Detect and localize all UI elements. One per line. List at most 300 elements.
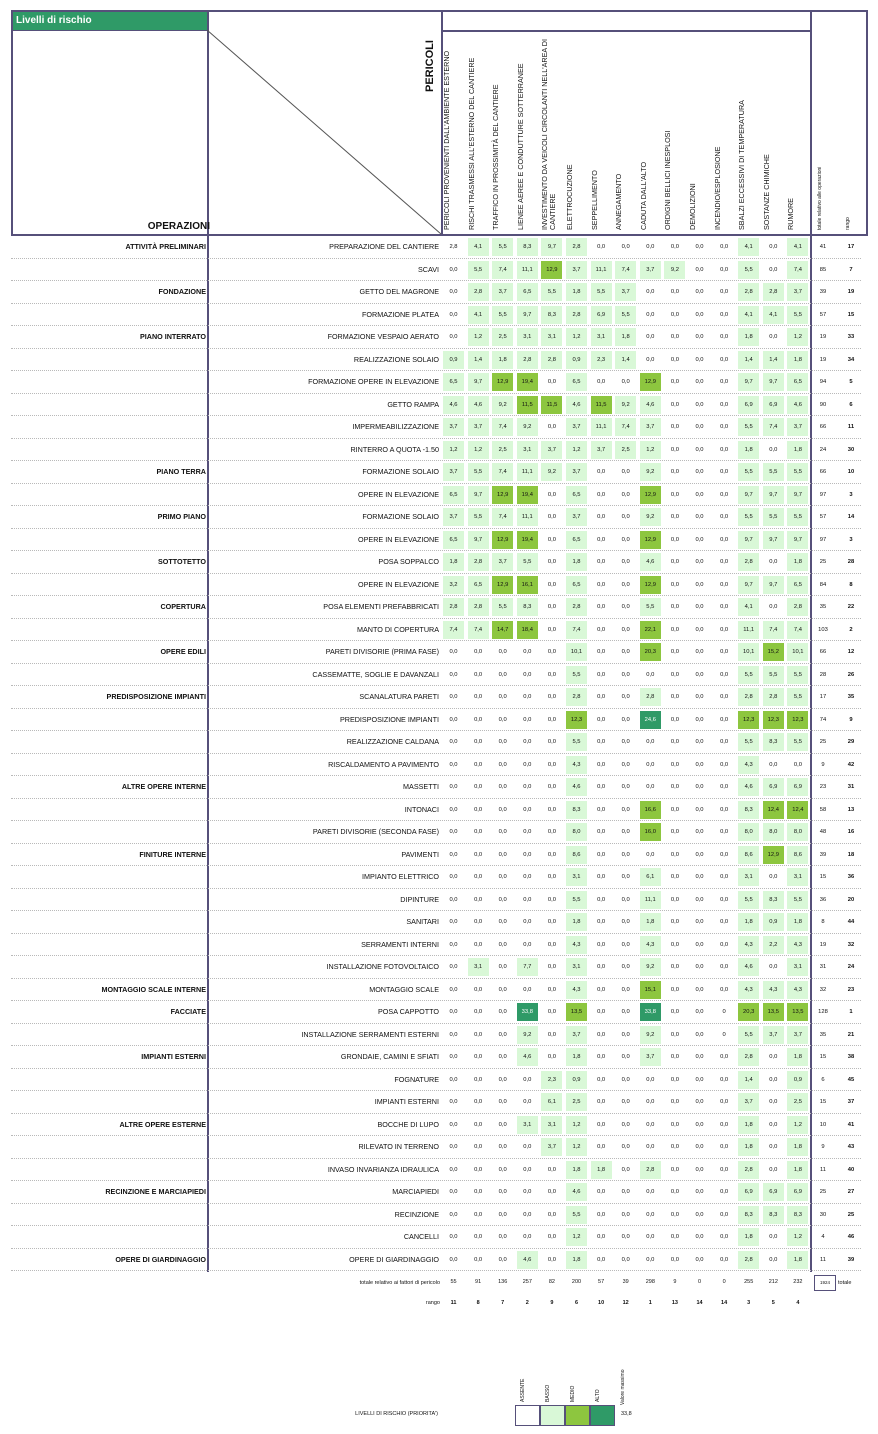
risk-cell: 16,1 [517, 576, 538, 594]
risk-cell: 9,7 [468, 531, 489, 549]
risk-cell: 1,2 [566, 1116, 587, 1134]
risk-cell: 10,1 [738, 643, 759, 661]
risk-cell: 0,0 [695, 514, 704, 520]
operation-rank: 37 [847, 1099, 855, 1105]
risk-cell: 5,5 [566, 733, 587, 751]
risk-cell: 2,8 [468, 598, 489, 616]
risk-cell: 0,0 [621, 581, 630, 588]
table-row [11, 619, 861, 642]
risk-cell: 1,2 [787, 1228, 808, 1246]
risk-cell: 0,0 [695, 671, 704, 678]
risk-cell: 0,0 [670, 491, 679, 498]
operation-name: PARETI DIVISORIE (PRIMA FASE) [325, 647, 439, 656]
risk-cell: 0,0 [449, 784, 458, 790]
risk-cell: 0,0 [621, 491, 630, 498]
risk-cell: 1,2 [566, 328, 587, 346]
risk-cell: 3,1 [566, 868, 587, 886]
risk-cell: 0,0 [498, 1031, 507, 1038]
risk-cell: 0,0 [498, 649, 507, 655]
risk-cell: 0,0 [621, 1211, 630, 1218]
risk-cell: 12,9 [640, 486, 661, 504]
risk-cell: 0,0 [449, 761, 458, 768]
risk-cell: 0,0 [498, 874, 507, 880]
table-row [11, 551, 861, 574]
operation-total: 19 [819, 356, 827, 363]
risk-cell: 0,0 [695, 1234, 704, 1240]
table-row [11, 1204, 861, 1227]
risk-cell: 0,0 [720, 446, 729, 453]
hazard-total: 255 [744, 1279, 754, 1285]
operation-group: IMPIANTI ESTERNI [141, 1052, 206, 1061]
risk-cell: 0,0 [449, 896, 458, 903]
risk-cell: 8,0 [763, 823, 784, 841]
risk-cell: 22,1 [640, 621, 661, 639]
risk-cell: 0,0 [597, 1009, 606, 1015]
risk-cell: 5,5 [738, 261, 759, 279]
risk-cell: 0,0 [670, 919, 679, 925]
risk-cell: 3,7 [468, 418, 489, 436]
operation-rank: 17 [847, 244, 855, 250]
risk-cell: 0,0 [621, 716, 630, 723]
operation-rank: 30 [847, 446, 855, 453]
risk-cell: 0,9 [566, 351, 587, 369]
risk-cell: 0,0 [498, 716, 507, 723]
operation-name: SCAVI [417, 264, 439, 274]
risk-cell: 1,2 [787, 1116, 808, 1134]
risk-cell: 0,0 [720, 514, 729, 520]
risk-cell: 0,0 [523, 1144, 532, 1150]
table-row [11, 844, 861, 867]
risk-cell: 0,0 [547, 1166, 556, 1173]
legend-swatch [590, 1405, 615, 1426]
risk-cell: 0,0 [695, 761, 704, 768]
rank-column-label: rango [845, 217, 851, 230]
risk-cell: 11,1 [517, 463, 538, 481]
risk-cell: 1,8 [738, 1116, 759, 1134]
risk-cell: 6,5 [566, 486, 587, 504]
risk-cell: 1,2 [566, 1228, 587, 1246]
risk-cell: 6,5 [787, 373, 808, 391]
risk-cell: 0,0 [474, 649, 483, 655]
risk-cell: 4,6 [738, 778, 759, 796]
risk-cell: 7,4 [763, 418, 784, 436]
operation-group: PREDISPOSIZIONE IMPIANTI [106, 692, 206, 701]
risk-cell: 2,8 [738, 283, 759, 301]
risk-cell: 1,2 [566, 1138, 587, 1156]
risk-cell: 0,0 [597, 469, 606, 475]
risk-cell: 0,0 [449, 874, 458, 880]
risk-cell: 0,0 [621, 1256, 630, 1263]
risk-cell: 0,0 [449, 1076, 458, 1083]
risk-cell: 0,0 [449, 1009, 458, 1015]
risk-cell: 0,0 [695, 649, 704, 655]
risk-cell: 0,0 [670, 694, 679, 700]
operation-rank: 16 [847, 829, 855, 835]
risk-cell: 0,0 [695, 289, 704, 295]
risk-cell: 0,0 [597, 964, 606, 970]
operation-total: 9 [821, 1144, 825, 1150]
risk-cell: 3,7 [615, 283, 636, 301]
risk-cell: 7,7 [517, 958, 538, 976]
risk-cell: 0,0 [720, 806, 729, 813]
risk-cell: 1,8 [787, 351, 808, 369]
hazard-rank: 10 [598, 1300, 605, 1306]
risk-cell: 9,7 [738, 486, 759, 504]
risk-cell: 0,0 [597, 851, 606, 858]
operation-rank: 2 [849, 626, 853, 633]
risk-cell: 0,0 [646, 1099, 655, 1105]
risk-cell: 5,5 [492, 306, 513, 324]
risk-cell: 0,0 [769, 1099, 778, 1105]
operation-group: COPERTURA [160, 602, 206, 611]
risk-cell: 0,0 [523, 829, 532, 835]
risk-cell: 0,0 [474, 716, 483, 723]
operation-total: 25 [819, 559, 827, 565]
risk-cell: 0,0 [498, 1144, 507, 1150]
operation-group [11, 731, 206, 753]
risk-cell: 0,0 [547, 761, 556, 768]
hazard-totals-label: totale relativo ai fattori di pericolo [359, 1280, 440, 1286]
hazard-header: CADUTA DALL'ALTO [638, 161, 648, 230]
risk-cell: 0,0 [670, 1054, 679, 1060]
risk-cell: 0,0 [621, 379, 630, 385]
risk-cell: 1,8 [566, 1161, 587, 1179]
risk-cell: 0,0 [523, 1166, 532, 1173]
legend-max-value: 33,8 [621, 1411, 632, 1417]
risk-cell: 0,0 [720, 941, 729, 948]
risk-cell: 9,2 [541, 463, 562, 481]
risk-cell: 0,0 [597, 739, 606, 745]
risk-cell: 0,0 [523, 1211, 532, 1218]
operation-name: CANCELLI [403, 1232, 439, 1241]
risk-cell: 12,9 [492, 576, 513, 594]
risk-cell: 5,5 [492, 238, 513, 256]
risk-cell: 0,0 [597, 1099, 606, 1105]
risk-cell: 0,0 [597, 1234, 606, 1240]
risk-cell: 0,9 [443, 351, 464, 369]
risk-cell: 0,0 [695, 694, 704, 700]
risk-cell: 0,0 [474, 1121, 483, 1128]
risk-cell: 0,0 [547, 649, 556, 655]
risk-cell: 0,0 [547, 491, 556, 498]
risk-cell: 0,0 [695, 1054, 704, 1060]
operation-group: PIANO INTERRATO [139, 332, 206, 341]
risk-cell: 0 [722, 1031, 726, 1038]
risk-cell: 6,9 [763, 1183, 784, 1201]
risk-cell: 0,0 [769, 244, 778, 250]
risk-cell: 0,0 [449, 1121, 458, 1128]
risk-cell: 0,0 [720, 896, 729, 903]
risk-cell: 1,2 [640, 441, 661, 459]
operation-group [11, 799, 206, 821]
risk-cell: 16,0 [640, 823, 661, 841]
risk-cell: 11,1 [640, 891, 661, 909]
risk-cell: 0,0 [646, 851, 655, 858]
risk-cell: 11,1 [517, 508, 538, 526]
risk-cell: 0,0 [597, 1121, 606, 1128]
operation-total: 58 [819, 806, 827, 813]
risk-cell: 6,9 [787, 1183, 808, 1201]
risk-cell: 0,0 [720, 919, 729, 925]
operation-total: 23 [819, 784, 827, 790]
hazard-header: INVESTIMENTO DA VEICOLI CIRCOLANTI NELL'AREA DI CANTIERE [540, 39, 558, 230]
risk-cell: 0,0 [498, 896, 507, 903]
risk-cell: 0,0 [621, 874, 630, 880]
operation-total: 28 [819, 671, 827, 678]
operation-name: REALIZZAZIONE SOLAIO [353, 354, 439, 364]
risk-cell: 0,0 [498, 1099, 507, 1105]
risk-cell: 3,7 [492, 283, 513, 301]
operation-rank: 40 [847, 1166, 855, 1173]
table-row [11, 709, 861, 732]
hazard-header: ORDIGNI BELLICI INESPLOSI [663, 130, 673, 230]
operation-name: FORMAZIONE OPERE IN ELEVAZIONE [308, 377, 439, 386]
operation-name: GRONDAIE, CAMINI E SFIATI [340, 1052, 439, 1061]
risk-cell: 6,9 [591, 306, 612, 324]
risk-cell: 0,0 [621, 896, 630, 903]
risk-cell: 7,4 [468, 621, 489, 639]
risk-cell: 5,5 [763, 463, 784, 481]
risk-cell: 12,9 [640, 531, 661, 549]
risk-cell: 0,0 [547, 1054, 556, 1060]
table-row [11, 866, 861, 889]
risk-cell: 11,1 [517, 261, 538, 279]
risk-cell: 7,4 [615, 261, 636, 279]
table-row [11, 349, 861, 372]
table-row [11, 574, 861, 597]
hazard-rank: 12 [622, 1300, 629, 1306]
operation-rank: 38 [847, 1054, 855, 1060]
risk-cell: 0,0 [720, 1189, 729, 1195]
risk-cell: 0,0 [621, 761, 630, 768]
operation-rank: 41 [847, 1121, 855, 1128]
risk-cell: 0,0 [670, 851, 679, 858]
risk-cell: 0,0 [720, 626, 729, 633]
hazard-total: 39 [622, 1279, 629, 1285]
risk-cell: 5,5 [591, 283, 612, 301]
risk-cell: 9,7 [738, 531, 759, 549]
risk-cell: 4,6 [517, 1048, 538, 1066]
risk-cell: 0,0 [670, 559, 679, 565]
hazard-header: ELETTROCUZIONE [565, 164, 574, 230]
risk-cell: 0,0 [670, 1234, 679, 1240]
risk-cell: 0,0 [474, 761, 483, 768]
risk-cell: 0,0 [498, 739, 507, 745]
table-row [11, 1136, 861, 1159]
operation-total: 11 [819, 1166, 827, 1173]
risk-cell: 0,0 [523, 1234, 532, 1240]
risk-cell: 9,2 [640, 958, 661, 976]
risk-cell: 0,0 [646, 1121, 655, 1128]
risk-cell: 0,0 [695, 244, 704, 250]
risk-cell: 0,0 [547, 739, 556, 745]
risk-cell: 8,3 [541, 306, 562, 324]
risk-cell: 3,7 [566, 463, 587, 481]
risk-cell: 6,9 [763, 396, 784, 414]
risk-cell: 5,5 [468, 261, 489, 279]
frame-top [11, 10, 868, 12]
risk-cell: 0,0 [621, 1031, 630, 1038]
risk-cell: 4,1 [787, 238, 808, 256]
risk-cell: 0,0 [720, 491, 729, 498]
risk-cell: 1,8 [738, 441, 759, 459]
risk-cell: 1,4 [738, 1071, 759, 1089]
operation-rank: 9 [849, 716, 853, 723]
operation-name: SCANALATURA PARETI [359, 692, 439, 701]
risk-cell: 0,0 [498, 761, 507, 768]
risk-cell: 1,8 [787, 913, 808, 931]
risk-cell: 0,0 [449, 649, 458, 655]
risk-cell: 0,0 [621, 604, 630, 610]
risk-cell: 0,0 [523, 896, 532, 903]
hazard-rank: 6 [574, 1300, 579, 1306]
risk-cell: 5,5 [738, 733, 759, 751]
operation-total: 15 [819, 874, 827, 880]
risk-cell: 7,4 [492, 508, 513, 526]
risk-cell: 0,0 [720, 874, 729, 880]
risk-cell: 0,0 [523, 941, 532, 948]
table-row [11, 416, 861, 439]
risk-cell: 7,4 [492, 463, 513, 481]
risk-cell: 3,1 [541, 1116, 562, 1134]
hazard-total: 0 [722, 1279, 726, 1285]
risk-cell: 3,7 [566, 508, 587, 526]
operation-rank: 45 [847, 1076, 855, 1083]
risk-cell: 0,0 [597, 1144, 606, 1150]
risk-cell: 5,5 [640, 598, 661, 616]
risk-cell: 2,8 [738, 1161, 759, 1179]
risk-cell: 12,9 [640, 373, 661, 391]
risk-cell: 2,8 [517, 351, 538, 369]
risk-cell: 5,5 [738, 666, 759, 684]
risk-cell: 0,0 [621, 739, 630, 745]
operation-group [11, 1069, 206, 1091]
risk-cell: 1,8 [640, 913, 661, 931]
risk-cell: 0,0 [547, 1189, 556, 1195]
risk-cell: 3,7 [787, 283, 808, 301]
risk-cell: 0,0 [720, 424, 729, 430]
risk-cell: 0,0 [670, 1144, 679, 1150]
risk-cell: 0,0 [646, 1144, 655, 1150]
risk-cell: 20,3 [640, 643, 661, 661]
risk-cell: 19,4 [517, 486, 538, 504]
risk-cell: 0,0 [449, 1054, 458, 1060]
risk-cell: 0,0 [769, 1121, 778, 1128]
operation-total: 48 [819, 829, 827, 835]
risk-cell: 9,2 [615, 396, 636, 414]
risk-cell: 0,0 [449, 1144, 458, 1150]
operation-total: 97 [819, 491, 827, 498]
risk-cell: 0,0 [597, 716, 606, 723]
hazard-total: 232 [793, 1279, 803, 1285]
risk-cell: 8,0 [566, 823, 587, 841]
operation-name: MANTO DI COPERTURA [357, 624, 439, 634]
operation-name: FORMAZIONE PLATEA [362, 309, 439, 319]
operation-total: 97 [819, 536, 827, 543]
risk-cell: 0,0 [695, 941, 704, 948]
operation-total: 11 [819, 1256, 827, 1263]
table-row [11, 529, 861, 552]
risk-cell: 12,4 [763, 801, 784, 819]
risk-cell: 0,0 [597, 604, 606, 610]
risk-cell: 0,0 [720, 1099, 729, 1105]
risk-cell: 5,5 [738, 463, 759, 481]
operation-group [11, 889, 206, 911]
hazard-header: TRAFFICO IN PROSSIMITÀ DEL CANTIERE [491, 84, 501, 230]
risk-cell: 0,0 [670, 829, 679, 835]
risk-cell: 0,0 [449, 1234, 458, 1240]
operation-name: MONTAGGIO SCALE [369, 984, 439, 994]
risk-cell: 0,0 [474, 806, 483, 813]
risk-cell: 15,2 [763, 643, 784, 661]
table-row [11, 1159, 861, 1182]
risk-cell: 0,0 [597, 649, 606, 655]
risk-cell: 0,0 [597, 694, 606, 700]
operation-group [11, 304, 206, 326]
risk-cell: 9,2 [664, 261, 685, 279]
risk-cell: 16,6 [640, 801, 661, 819]
risk-cell: 5,5 [787, 463, 808, 481]
risk-cell: 1,8 [566, 913, 587, 931]
risk-cell: 0,0 [449, 266, 458, 273]
risk-cell: 5,5 [566, 666, 587, 684]
risk-cell: 0,0 [474, 1166, 483, 1173]
table-row [11, 461, 861, 484]
risk-cell: 0,0 [793, 761, 802, 768]
risk-cell: 0,0 [695, 1099, 704, 1105]
risk-cell: 4,3 [738, 936, 759, 954]
risk-cell: 6,5 [443, 486, 464, 504]
risk-cell: 1,8 [787, 1251, 808, 1269]
risk-cell: 12,9 [492, 373, 513, 391]
table-row [11, 1226, 861, 1249]
operation-group [11, 1091, 206, 1113]
risk-cell: 0,0 [547, 536, 556, 543]
risk-cell: 3,1 [591, 328, 612, 346]
risk-cell: 1,2 [443, 441, 464, 459]
risk-cell: 0,0 [449, 671, 458, 678]
operation-name: PREPARAZIONE DEL CANTIERE [329, 242, 439, 251]
operation-group [11, 821, 206, 843]
risk-cell: 0,0 [621, 851, 630, 858]
risk-cell: 2,8 [738, 1048, 759, 1066]
risk-cell: 0,0 [695, 424, 704, 430]
risk-cell: 0,0 [695, 379, 704, 385]
operation-rank: 44 [847, 919, 855, 925]
legend-swatch [540, 1405, 565, 1426]
risk-cell: 10,1 [566, 643, 587, 661]
risk-cell: 0,0 [670, 761, 679, 768]
risk-cell: 24,6 [640, 711, 661, 729]
risk-cell: 0,0 [547, 1256, 556, 1263]
risk-cell: 0,0 [720, 1144, 729, 1150]
table-row [11, 731, 861, 754]
hazard-header: DEMOLIZIONI [688, 183, 697, 230]
operation-group: FACCIATE [170, 1007, 206, 1016]
risk-cell: 0,0 [523, 739, 532, 745]
operation-rank: 42 [847, 761, 855, 768]
risk-cell: 2,8 [640, 1161, 661, 1179]
risk-cell: 0,0 [621, 694, 630, 700]
risk-cell: 0,0 [547, 829, 556, 835]
risk-cell: 0,0 [597, 536, 606, 543]
risk-cell: 0,0 [449, 716, 458, 723]
risk-cell: 9,2 [640, 1026, 661, 1044]
operation-total: 39 [819, 851, 827, 858]
operation-rank: 33 [847, 334, 855, 340]
risk-cell: 0,0 [720, 739, 729, 745]
risk-cell: 4,1 [738, 306, 759, 324]
